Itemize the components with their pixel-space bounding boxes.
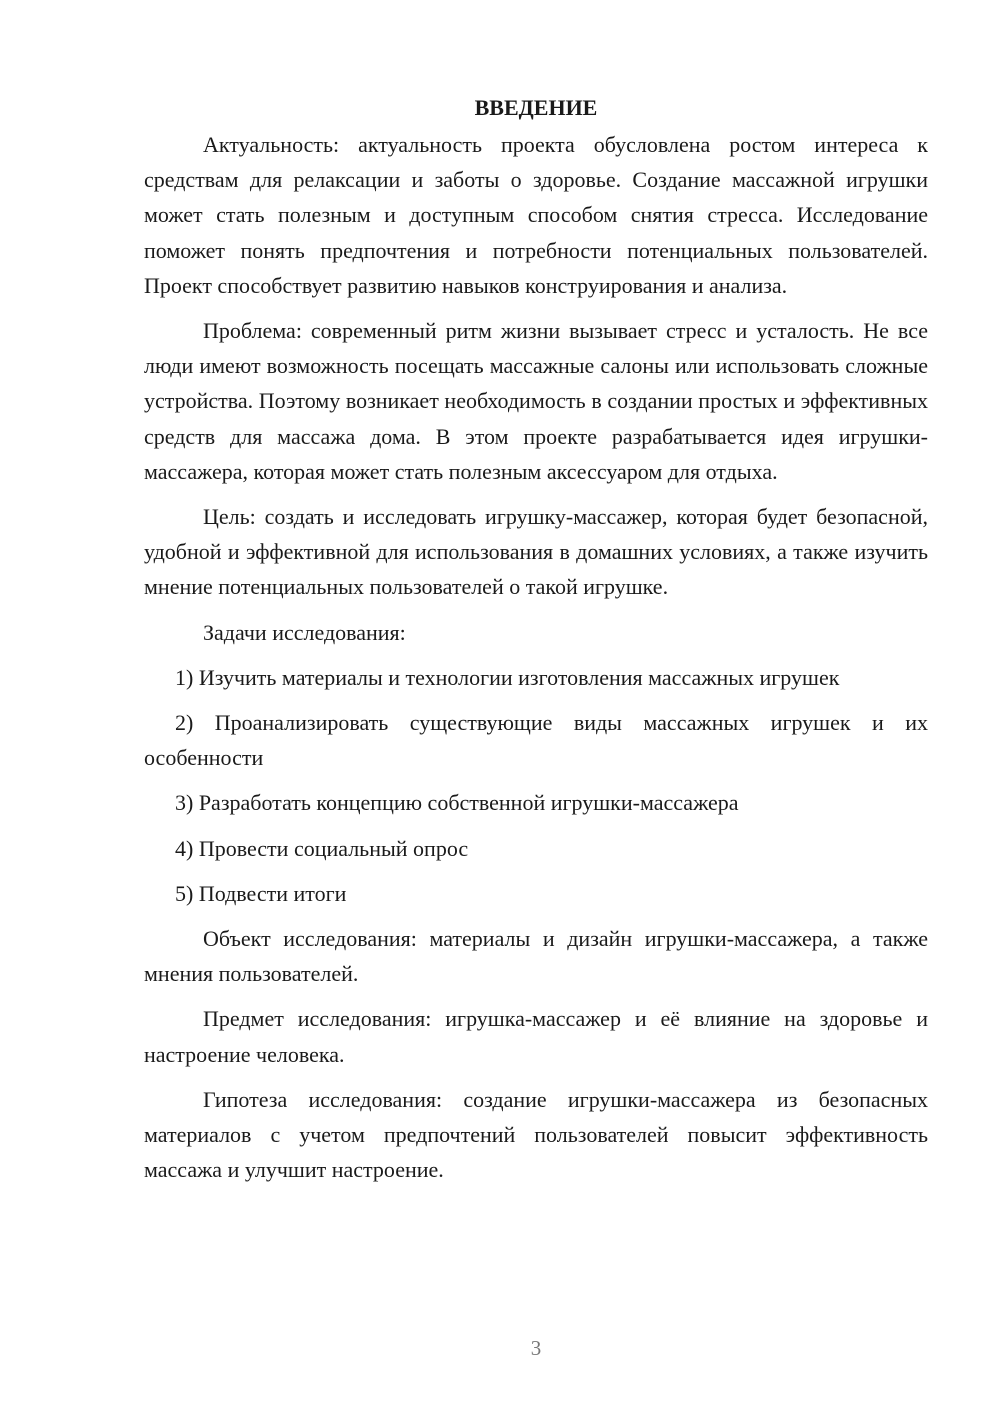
hypothesis-paragraph: Гипотеза исследования: создание игрушки-массажера из безопасных материалов с учетом предпочтений пользователей повысит эффективность массажа и улучшит настроение.	[144, 1086, 928, 1183]
task-item-2: 2) Проанализировать существующие виды массажных игрушек и их особенности	[144, 710, 928, 771]
task-item-3: 3) Разработать концепцию собственной игрушки-массажера	[175, 790, 739, 816]
section-title: ВВЕДЕНИЕ	[474, 95, 598, 120]
object-paragraph: Объект исследования: материалы и дизайн игрушки-массажера, а также мнения пользователей.	[144, 926, 928, 987]
problem-paragraph: Проблема: современный ритм жизни вызывает стресс и усталость. Не все люди имеют возможность посещать массажные салоны или использовать сложные устройства. Поэтому возникает необходимость в создании простых и эффективных средств для массажа дома. В этом проекте разрабатывается идея игрушки-массажера, которая может стать полезным аксессуаром для отдыха.	[144, 318, 928, 484]
relevance-paragraph: Актуальность: актуальность проекта обусловлена ростом интереса к средствам для релаксации и заботы о здоровье. Создание массажной игрушки может стать полезным и доступным способом снятия стресса. Исследование поможет понять предпочтения и потребности потенциальных пользователей. Проект способствует развитию навыков конструирования и анализа.	[144, 132, 928, 298]
tasks-heading: Задачи исследования:	[203, 619, 406, 645]
task-item-1: 1) Изучить материалы и технологии изготовления массажных игрушек	[175, 664, 840, 690]
page-number: 3	[530, 1336, 542, 1360]
task-item-5: 5) Подвести итоги	[175, 880, 347, 906]
subject-paragraph: Предмет исследования: игрушка-массажер и её влияние на здоровье и настроение человека.	[144, 1006, 928, 1067]
document-page	[144, 90, 928, 1197]
task-item-4: 4) Провести социальный опрос	[175, 835, 469, 861]
goal-paragraph: Цель: создать и исследовать игрушку-массажер, которая будет безопасной, удобной и эффективной для использования в домашних условиях, а также изучить мнение потенциальных пользователей о такой игрушке.	[144, 504, 928, 600]
